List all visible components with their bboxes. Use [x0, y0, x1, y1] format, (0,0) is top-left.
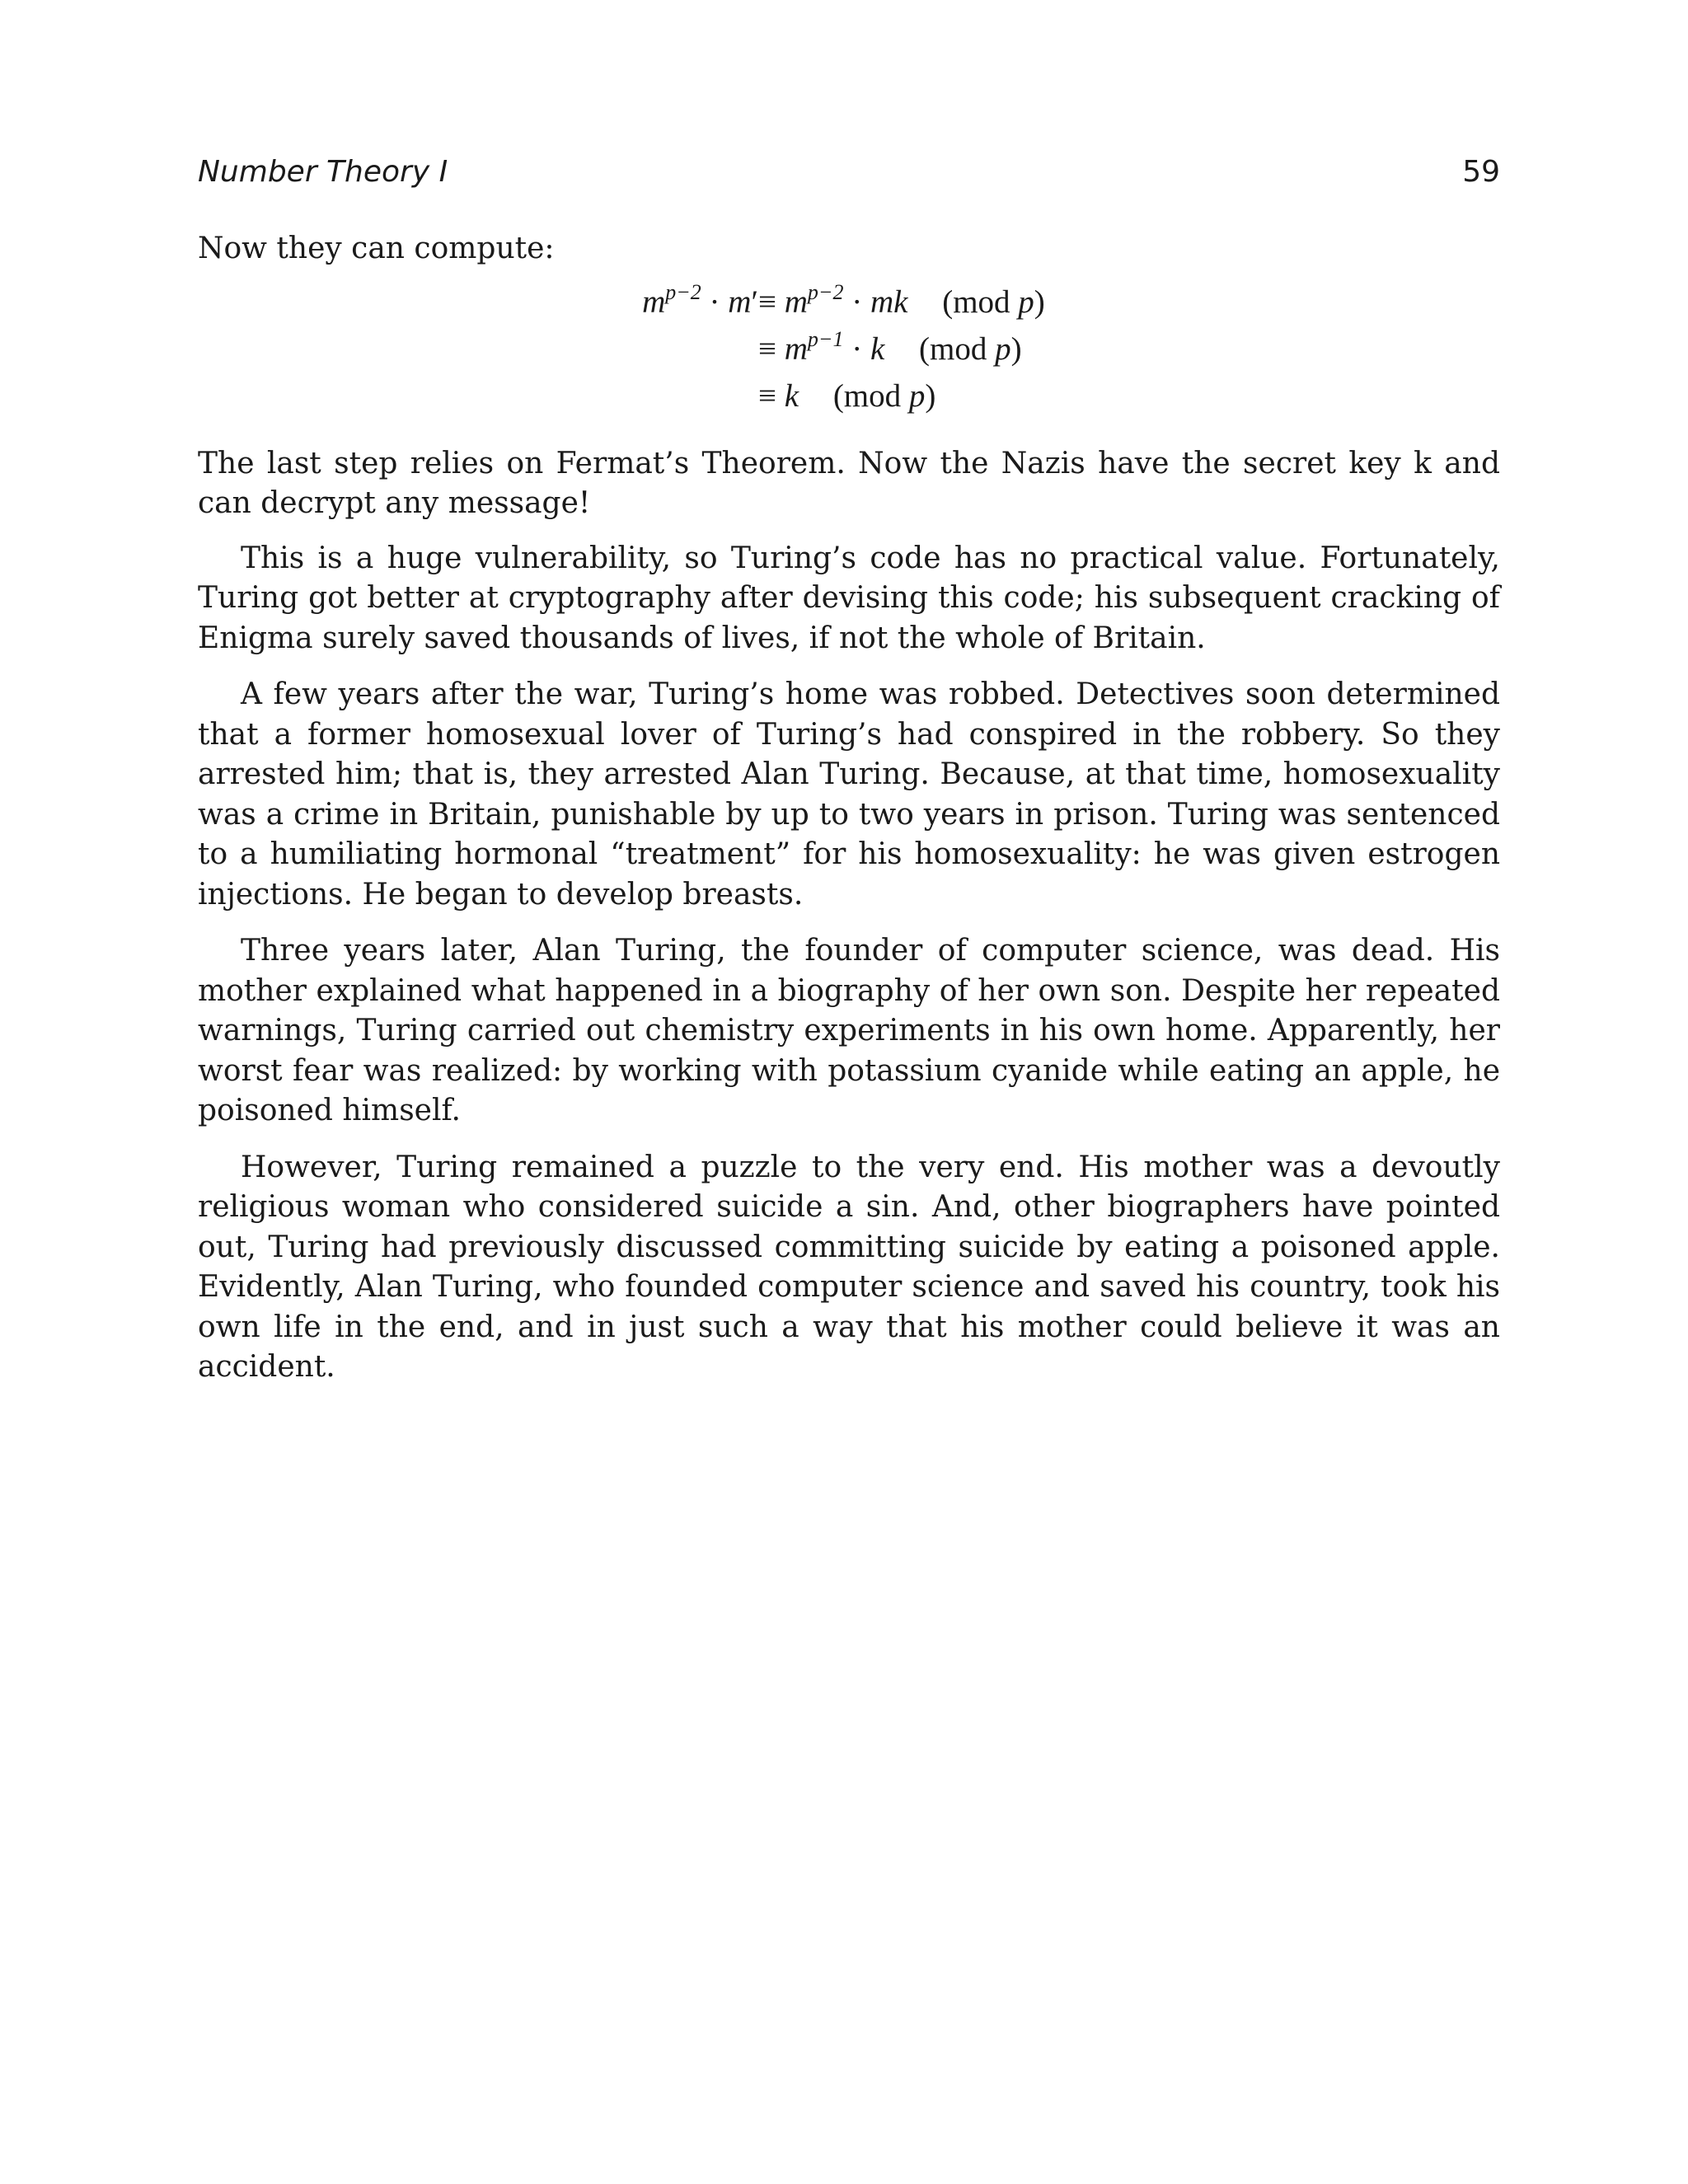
running-header	[198, 155, 1500, 201]
document-page	[198, 0, 1500, 2184]
paragraph-puzzle: However, Turing remained a puzzle to the very end. His mother was a devoutly religious woman who considered suicide a sin. And, other biographers have pointed out, Turing had previously discussed committing suicide by eating a poisoned apple. Evidently, Alan Turing, who founded computer science and saved his country, took his own life in the end, and in just such a way that his mother could believe it was an accident.	[198, 1150, 1500, 1384]
page-number: 59	[1462, 155, 1500, 189]
paragraph-fermat: The last step relies on Fermat’s Theorem. Now the Nazis have the secret key k and can decrypt any message!	[198, 446, 1500, 520]
equation-lhs: $m^{p-2} \cdot m'$	[642, 279, 758, 320]
running-title: Number Theory I	[198, 155, 448, 189]
equation-line-2: ≡ $m^{p-1} \cdot k$ (mod p)	[758, 326, 1022, 367]
intro-line: Now they can compute:	[198, 232, 555, 265]
congruence-derivation	[198, 279, 1500, 423]
paragraph-vulnerability: This is a huge vulnerability, so Turing’s code has no practical value. Fortunately, Turing got better at cryptography after devising this code; his subsequent cracking of Enigma surely saved thousands of lives, if not the whole of Britain.	[198, 541, 1500, 655]
equation-line-3: ≡ k (mod p)	[758, 377, 936, 414]
body-text	[198, 229, 1500, 1404]
paragraph-robbery: A few years after the war, Turing’s home was robbed. Detectives soon determined that a former homosexual lover of Turing’s had conspired in the robbery. So they arrested him; that is, they arrested Alan Turing. Because, at that time, homosexuality was a crime in Britain, punishable by up to two years in prison. Turing was sentenced to a humiliating hormonal “treatment” for his homosexuality: he was given estrogen injections. He began to develop breasts.	[198, 677, 1500, 912]
paragraph-death: Three years later, Alan Turing, the founder of computer science, was dead. His mother explained what happened in a biography of her own son. Despite her repeated warnings, Turing carried out chemistry experiments in his own home. Apparently, her worst fear was realized: by working with potassium cyanide while eating an apple, he poisoned himself.	[198, 934, 1500, 1127]
equation-line-1: ≡ $m^{p-2}$ · mk (mod p)	[758, 279, 1045, 320]
